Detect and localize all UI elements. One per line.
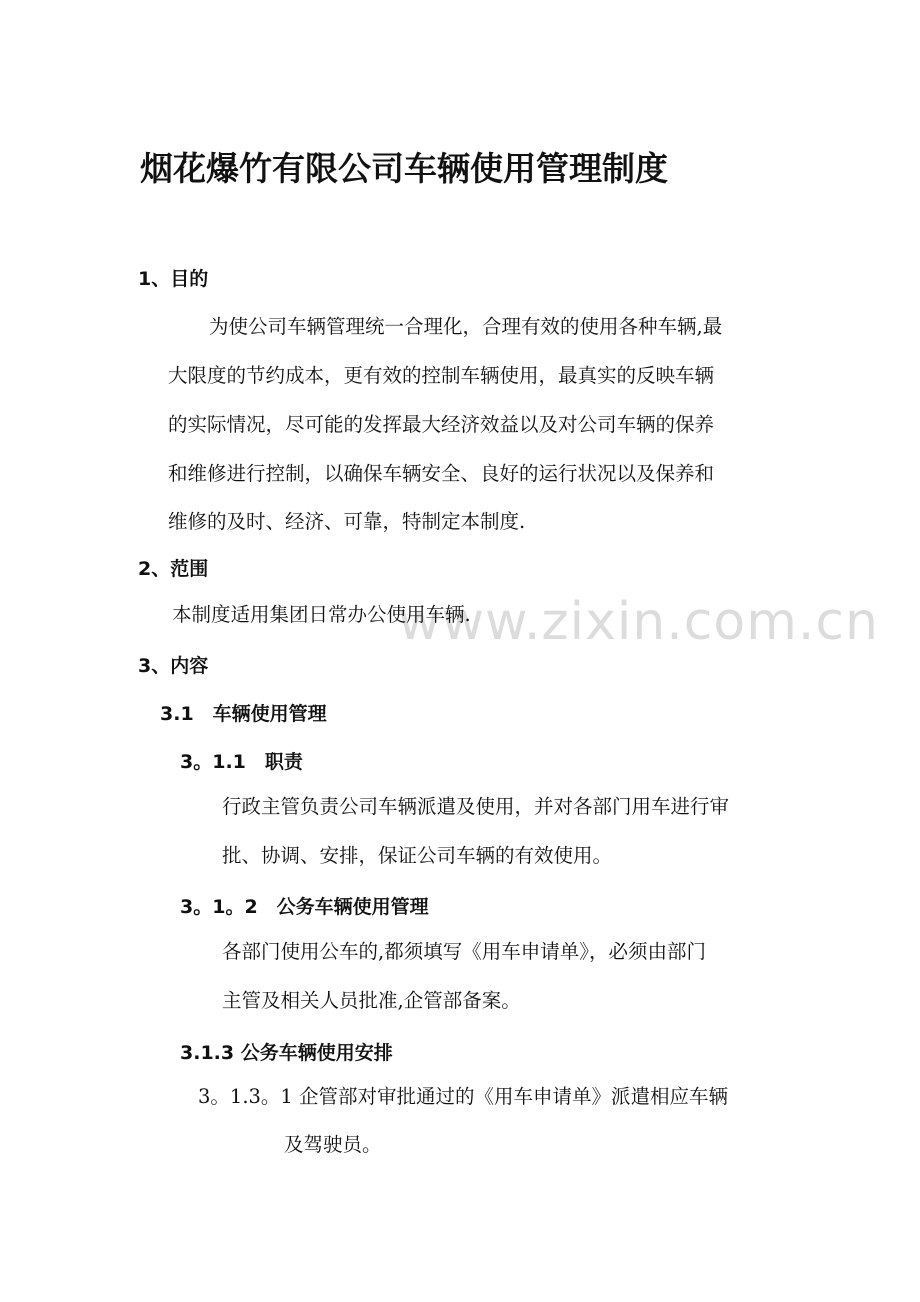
watermark: www.zixin.com.cn <box>398 592 879 652</box>
section-3-1-2-line-2: 主管及相关人员批准,企管部备案。 <box>222 989 521 1012</box>
section-2-line: 本制度适用集团日常办公使用车辆. <box>172 603 471 626</box>
section-1-heading: 1、目的 <box>138 268 209 290</box>
section-3-1-3-1-text: 企管部对审批通过的《用车申请单》派遣相应车辆 <box>299 1085 729 1108</box>
section-3-1-1-heading: 3。1.1 职责 <box>180 751 303 773</box>
section-3-1-3-1-continuation: 及驾驶员。 <box>284 1133 382 1156</box>
section-3-1-2-line-1: 各部门使用公车的,都须填写《用车申请单》，必须由部门 <box>222 940 706 963</box>
section-3-1-heading: 3.1 车辆使用管理 <box>160 703 327 725</box>
section-3-1-3-1-item <box>198 1072 728 1121</box>
section-1-line-3: 的实际情况，尽可能的发挥最大经济效益以及对公司车辆的保养 <box>168 413 715 436</box>
section-1-line-1: 为使公司车辆管理统一合理化，合理有效的使用各种车辆,最 <box>209 315 723 338</box>
section-1-line-2: 大限度的节约成本，更有效的控制车辆使用，最真实的反映车辆 <box>168 364 715 387</box>
section-3-1-1-line-1: 行政主管负责公司车辆派遣及使用，并对各部门用车进行审 <box>222 795 730 818</box>
section-3-1-3-1-number: 3。1.3。1 <box>198 1085 293 1108</box>
section-1-line-5: 维修的及时、经济、可靠，特制定本制度. <box>168 510 526 533</box>
section-3-heading: 3、内容 <box>138 655 209 677</box>
section-3-1-1-line-2: 批、协调、安排，保证公司车辆的有效使用。 <box>222 844 613 867</box>
section-1-line-4: 和维修进行控制，以确保车辆安全、良好的运行状况以及保养和 <box>168 462 715 485</box>
document-title: 烟花爆竹有限公司车辆使用管理制度 <box>140 149 668 188</box>
section-3-1-2-heading: 3。1。2 公务车辆使用管理 <box>180 896 429 918</box>
section-2-heading: 2、范围 <box>138 558 209 580</box>
section-3-1-3-heading: 3.1.3 公务车辆使用安排 <box>180 1042 393 1064</box>
